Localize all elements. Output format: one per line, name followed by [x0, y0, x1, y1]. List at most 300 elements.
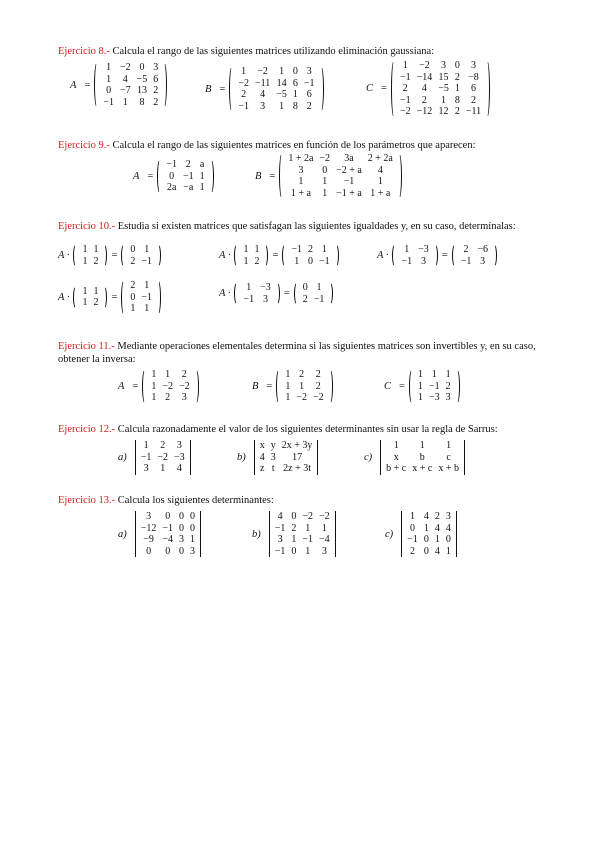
matrix-cell: −1 + a: [336, 187, 362, 199]
matrix-row: [148, 381, 192, 393]
matrix-row: [397, 72, 484, 84]
matrix-cell: 3a: [344, 153, 354, 164]
matrix-cell: 1: [144, 280, 150, 291]
ex8-label: Ejercicio 8.-: [58, 46, 110, 57]
matrix-cell: −1: [141, 291, 153, 303]
matrix-cell: 2: [160, 440, 166, 451]
matrix-cell: 0: [423, 545, 429, 557]
matrix-name: C: [384, 380, 392, 392]
matrix-row: [398, 256, 431, 268]
matrix-cell: 4: [377, 164, 383, 176]
ex8-matrix-c: [366, 60, 490, 118]
matrix-row: [397, 83, 484, 95]
matrix-cell: c: [446, 451, 451, 463]
matrix-cell: 3: [298, 164, 304, 176]
matrix-cell: 0: [165, 511, 171, 522]
matrix-cell: 13: [136, 85, 147, 96]
ex13-det-c-row: [385, 511, 459, 557]
matrix-cell: 1: [434, 534, 440, 545]
matrix-row: [383, 440, 462, 452]
matrix-cell: −1: [313, 293, 325, 305]
matrix-row: [272, 534, 333, 546]
matrix-row: [272, 511, 333, 523]
matrix-cell: −7: [119, 85, 131, 96]
matrix-cell: 0: [291, 545, 297, 557]
matrix-cell: −1: [319, 255, 330, 267]
matrix-cell: −4: [162, 534, 174, 545]
matrix-row: [397, 60, 484, 72]
right-matrix: [121, 280, 161, 315]
matrix-body: [240, 244, 262, 267]
matrix-cell: 1: [316, 282, 322, 293]
matrix-cell: −2 + a: [336, 164, 362, 176]
ex9-matrix-b: [255, 153, 402, 199]
matrix-name: B: [205, 83, 212, 95]
matrix-cell: 1: [82, 244, 88, 255]
matrix-cell: 0: [130, 244, 136, 255]
matrix-cell: 2: [130, 255, 136, 267]
matrix-cell: −1: [243, 293, 255, 305]
matrix-cell: 0: [445, 534, 451, 545]
matrix-row: [257, 452, 316, 464]
matrix-cell: 3: [146, 511, 152, 522]
matrix-cell: 0: [179, 545, 185, 557]
matrix-body: [398, 244, 431, 267]
paren-right: [484, 60, 490, 118]
equals-sign: =: [441, 250, 448, 261]
matrix-row: [285, 165, 396, 177]
matrix-cell: 3: [277, 534, 283, 545]
determinant-bar-right: [190, 440, 191, 475]
ex10-eq-5: [219, 282, 333, 305]
matrix-cell: 0: [291, 511, 297, 522]
matrix-row: [257, 440, 316, 452]
matrix-body: [100, 62, 161, 108]
ex12-det-b-row: [237, 440, 320, 475]
equals-sign: =: [266, 380, 273, 392]
matrix-cell: 2: [315, 369, 321, 380]
paren-right: [101, 244, 107, 267]
paren-right: [491, 244, 497, 267]
matrix-cell: 1 + a: [370, 187, 391, 199]
matrix-cell: 1: [445, 545, 451, 557]
matrix-cell: 2: [291, 522, 297, 534]
matrix-cell: y: [270, 440, 276, 451]
matrix-cell: 1: [285, 392, 291, 403]
matrix-cell: 3: [441, 60, 447, 71]
matrix-row: [100, 85, 161, 97]
matrix-cell: 2: [93, 255, 99, 267]
matrix-cell: 1: [144, 303, 150, 314]
matrix-row: [282, 369, 326, 381]
matrix-body: [163, 159, 207, 194]
equals-sign: =: [111, 291, 118, 303]
matrix-cell: 1: [431, 369, 437, 380]
matrix-cell: 0: [190, 522, 196, 534]
matrix-cell: 3: [176, 440, 182, 451]
ex13-det-b: [252, 511, 338, 557]
matrix-cell: −2: [119, 62, 131, 73]
equals-sign: =: [269, 170, 276, 182]
matrix-cell: 2: [463, 244, 469, 255]
matrix-cell: −14: [416, 71, 433, 83]
equation-prefix: A ·: [377, 250, 389, 261]
matrix-cell: −1: [166, 159, 177, 170]
matrix-row: [138, 534, 198, 546]
matrix-cell: 1: [143, 440, 149, 451]
matrix-row: [458, 244, 491, 256]
matrix-row: [235, 66, 317, 78]
matrix-cell: −2: [238, 77, 249, 89]
matrix-body: [138, 440, 188, 475]
ex12-det-c: [364, 440, 467, 475]
ex12-text: Calcula razonadamente el valor de los siguientes determinantes sin usar la regla de Sarrus:: [115, 424, 498, 435]
determinant-bar-left: [135, 511, 136, 557]
matrix-row: [79, 256, 101, 268]
matrix-body: [458, 244, 491, 267]
matrix-row: [79, 297, 101, 309]
right-matrix: [452, 244, 497, 267]
matrix-cell: 15: [438, 71, 449, 83]
ex10-eq-2: [219, 244, 339, 267]
matrix-row: [240, 256, 262, 268]
matrix-cell: 2: [454, 106, 460, 117]
matrix-row: [240, 244, 262, 256]
matrix-cell: −1: [302, 534, 314, 545]
equation: [219, 282, 333, 305]
matrix-cell: 2: [181, 369, 187, 380]
equals-sign: =: [399, 380, 405, 392]
matrix-row: [127, 292, 155, 304]
matrix-cell: −2: [399, 106, 411, 117]
matrix-cell: 4: [260, 89, 266, 100]
matrix-cell: 1: [243, 244, 249, 255]
matrix-row: [285, 176, 396, 188]
matrix-cell: b + c: [386, 463, 407, 474]
matrix-cell: 0: [165, 545, 171, 557]
matrix-cell: −1: [399, 94, 411, 106]
matrix-cell: 3: [153, 62, 159, 73]
matrix-cell: −4: [319, 534, 330, 545]
matrix-row: [127, 256, 155, 268]
matrix-cell: 2: [93, 297, 99, 309]
matrix-cell: 0: [139, 62, 145, 73]
matrix-cell: 1: [246, 282, 252, 293]
matrix-row: [127, 244, 155, 256]
matrix: [409, 369, 460, 404]
matrix-cell: −12: [140, 522, 157, 534]
matrix-cell: −5: [136, 73, 148, 85]
matrix-name: A: [70, 79, 77, 91]
equals-sign: =: [111, 250, 118, 261]
matrix-row: [138, 452, 188, 464]
matrix-cell: −2: [257, 66, 268, 77]
matrix-body: [285, 153, 396, 199]
paren-right: [155, 280, 161, 315]
matrix-cell: 1: [377, 176, 383, 187]
matrix-cell: 2: [130, 280, 136, 291]
matrix-cell: 1: [321, 522, 327, 534]
matrix-cell: 1: [279, 100, 285, 112]
matrix-body: [127, 244, 155, 267]
matrix-cell: 1 + a: [290, 187, 311, 199]
matrix-cell: 0: [409, 522, 415, 534]
matrix-row: [288, 256, 332, 268]
matrix-cell: 1: [130, 303, 136, 314]
matrix-cell: 4: [122, 73, 128, 85]
matrix: [276, 369, 332, 404]
matrix-row: [257, 463, 316, 475]
equals-sign: =: [147, 170, 154, 182]
matrix-cell: x + b: [438, 463, 459, 474]
matrix-cell: −1: [274, 545, 286, 557]
matrix-cell: 2x + 3y: [281, 440, 313, 451]
equals-sign: =: [84, 79, 91, 91]
paren-right: [155, 244, 161, 267]
matrix-cell: 1: [419, 440, 425, 451]
matrix-cell: 0: [106, 85, 112, 96]
matrix-row: [415, 369, 454, 381]
matrix-cell: 2: [421, 94, 427, 106]
matrix-row: [79, 286, 101, 298]
ex10-eq-4: [58, 280, 161, 315]
matrix-cell: 2: [299, 369, 305, 380]
matrix-cell: 1: [285, 380, 291, 392]
ex12-det-b: [237, 440, 320, 475]
matrix-cell: −1: [303, 77, 315, 89]
matrix: [279, 153, 402, 199]
matrix-cell: −5: [438, 83, 449, 94]
matrix-cell: 1: [321, 244, 327, 255]
matrix-cell: −3: [428, 392, 440, 403]
matrix-cell: −11: [254, 77, 271, 89]
matrix-body: [282, 369, 326, 404]
matrix-cell: 0: [308, 255, 314, 267]
ex10-eq-3: [377, 244, 497, 267]
matrix-cell: 8: [454, 94, 460, 106]
matrix-cell: −12: [416, 106, 433, 117]
matrix-cell: −2: [162, 380, 173, 392]
matrix-body: [415, 369, 454, 404]
matrix-cell: 8: [292, 100, 298, 112]
equation-prefix: A ·: [58, 250, 70, 261]
matrix-row: [100, 97, 161, 109]
matrix-cell: −11: [465, 106, 482, 117]
matrix-cell: −1: [407, 534, 418, 545]
matrix-cell: −1: [428, 380, 440, 392]
left-matrix: [392, 244, 437, 267]
determinant-bar-left: [254, 440, 255, 475]
left-matrix: [73, 244, 107, 267]
matrix-cell: 6: [471, 83, 476, 94]
matrix-row: [404, 523, 454, 535]
matrix-body: [235, 66, 317, 112]
matrix-cell: −5: [276, 89, 287, 100]
matrix-row: [127, 303, 155, 315]
matrix-cell: −2: [312, 392, 324, 403]
matrix-cell: 3: [181, 392, 187, 403]
matrix-cell: −2: [296, 392, 307, 403]
matrix-cell: 1: [144, 244, 150, 255]
matrix-cell: 0: [292, 66, 298, 77]
matrix-cell: 1: [393, 440, 399, 451]
matrix-cell: 1: [82, 255, 88, 267]
item-label: b): [252, 528, 261, 540]
matrix-cell: 2: [241, 89, 247, 100]
matrix-cell: 3: [190, 545, 196, 557]
matrix-cell: 1: [298, 176, 304, 187]
matrix-row: [398, 244, 431, 256]
paren-right: [193, 369, 199, 404]
ex11-label: Ejercicio 11.-: [58, 341, 115, 352]
matrix-cell: −2: [302, 511, 314, 522]
ex10-eq-1: [58, 244, 161, 267]
matrix-cell: 2: [454, 71, 460, 83]
matrix-row: [383, 463, 462, 475]
equals-sign: =: [283, 288, 290, 299]
equation: [377, 244, 497, 267]
matrix-cell: 1: [82, 285, 88, 297]
matrix-row: [235, 78, 317, 90]
matrix-row: [458, 256, 491, 268]
matrix-body: [383, 440, 462, 475]
matrix-cell: 1: [165, 369, 171, 380]
matrix-cell: 1: [423, 522, 429, 534]
determinant-bar-right: [464, 440, 465, 475]
matrix-row: [300, 294, 328, 306]
matrix-cell: 1: [93, 285, 99, 297]
matrix-cell: 4: [277, 511, 283, 522]
ex13-heading: [58, 494, 274, 507]
matrix-body: [148, 369, 192, 404]
matrix-cell: 2: [165, 392, 171, 403]
ex8-matrices: [70, 62, 167, 108]
equation-prefix: A ·: [219, 288, 231, 299]
matrix-cell: 0: [179, 511, 185, 522]
matrix-cell: −6: [477, 244, 488, 255]
matrix-cell: −1: [141, 255, 153, 267]
determinant-bar-right: [317, 440, 318, 475]
matrix-cell: −1: [399, 71, 411, 83]
matrix-cell: 2: [153, 85, 159, 96]
matrix-row: [100, 62, 161, 74]
matrix-cell: a: [199, 159, 205, 170]
item-label: b): [237, 451, 246, 463]
paren-right: [274, 282, 280, 305]
matrix-cell: 3: [321, 545, 327, 557]
equals-sign: =: [219, 83, 226, 95]
ex13-det-b-row: [252, 511, 338, 557]
matrix-cell: 1: [322, 176, 328, 187]
matrix-cell: 1: [305, 522, 311, 534]
ex9-label: Ejercicio 9.-: [58, 140, 110, 151]
item-label: c): [385, 528, 394, 540]
ex8-text: Calcula el rango de las siguientes matrices utilizando eliminación gaussiana:: [109, 46, 435, 57]
matrix-row: [288, 244, 332, 256]
matrix-cell: 0: [302, 282, 308, 293]
matrix-cell: 3: [471, 60, 476, 71]
matrix-name: B: [255, 170, 262, 182]
matrix-cell: 1: [322, 187, 328, 199]
matrix-row: [138, 463, 188, 475]
ex12-det-c-row: [364, 440, 467, 475]
matrix-cell: 4: [421, 83, 427, 94]
item-label: a): [118, 528, 127, 540]
determinant-bar-right: [456, 511, 457, 557]
matrix-cell: 14: [276, 77, 287, 89]
determinant-bar-left: [269, 511, 270, 557]
matrix-cell: 1: [446, 440, 452, 451]
matrix-cell: 2: [153, 96, 159, 108]
ex8-heading: [58, 45, 434, 58]
matrix-row: [397, 106, 484, 118]
equation: [58, 244, 161, 267]
matrix-row: [148, 369, 192, 381]
matrix-cell: 2: [185, 159, 191, 170]
matrix-cell: 1: [445, 369, 451, 380]
matrix-cell: 1: [151, 380, 157, 392]
matrix-row: [404, 546, 454, 558]
ex11-matrix-a-row: [118, 369, 199, 404]
matrix-cell: 1 + 2a: [288, 153, 314, 164]
matrix-cell: 2: [308, 244, 314, 255]
ex11-matrix-b-row: [252, 369, 333, 404]
matrix-cell: 1: [82, 297, 88, 309]
matrix-cell: 1: [285, 369, 291, 380]
matrix-cell: 0: [179, 522, 185, 534]
matrix-row: [415, 381, 454, 393]
left-matrix: [234, 282, 279, 305]
matrix-cell: 1: [199, 182, 205, 193]
matrix-cell: 6: [153, 73, 159, 85]
ex12-det-a: [118, 440, 193, 475]
matrix-row: [148, 392, 192, 404]
matrix-cell: −1: [343, 176, 355, 187]
matrix-cell: 1: [254, 244, 260, 255]
matrix-body: [127, 280, 155, 315]
matrix: [229, 66, 323, 112]
matrix-body: [300, 282, 328, 305]
paren-right: [101, 286, 107, 309]
matrix-row: [138, 440, 188, 452]
matrix: [157, 159, 213, 194]
matrix-row: [240, 282, 273, 294]
ex11-matrix-b: [252, 369, 333, 404]
matrix-row: [138, 546, 198, 558]
matrix-row: [138, 511, 198, 523]
matrix-cell: 3: [260, 100, 266, 112]
matrix-cell: −2: [319, 511, 330, 522]
ex11-text: Mediante operaciones elementales determina si las siguientes matrices son invertibles y, en su caso, obtener la inversa:: [58, 341, 536, 365]
equation: [58, 280, 161, 315]
matrix-body: [404, 511, 454, 557]
matrix-cell: 2: [471, 94, 476, 106]
matrix-row: [404, 511, 454, 523]
matrix-cell: 2z + 3t: [283, 463, 311, 474]
matrix-cell: −9: [143, 534, 154, 545]
left-matrix: [234, 244, 268, 267]
matrix-cell: 3: [445, 511, 451, 522]
matrix-cell: 1: [417, 380, 423, 392]
matrix-row: [404, 534, 454, 546]
left-matrix: [73, 286, 107, 309]
matrix-cell: 1: [291, 534, 297, 545]
matrix-cell: 1: [190, 534, 196, 545]
matrix-cell: −2: [157, 451, 169, 463]
matrix-name: C: [366, 83, 374, 95]
determinant: [378, 440, 467, 475]
ex9-matrix-a: [133, 159, 214, 194]
